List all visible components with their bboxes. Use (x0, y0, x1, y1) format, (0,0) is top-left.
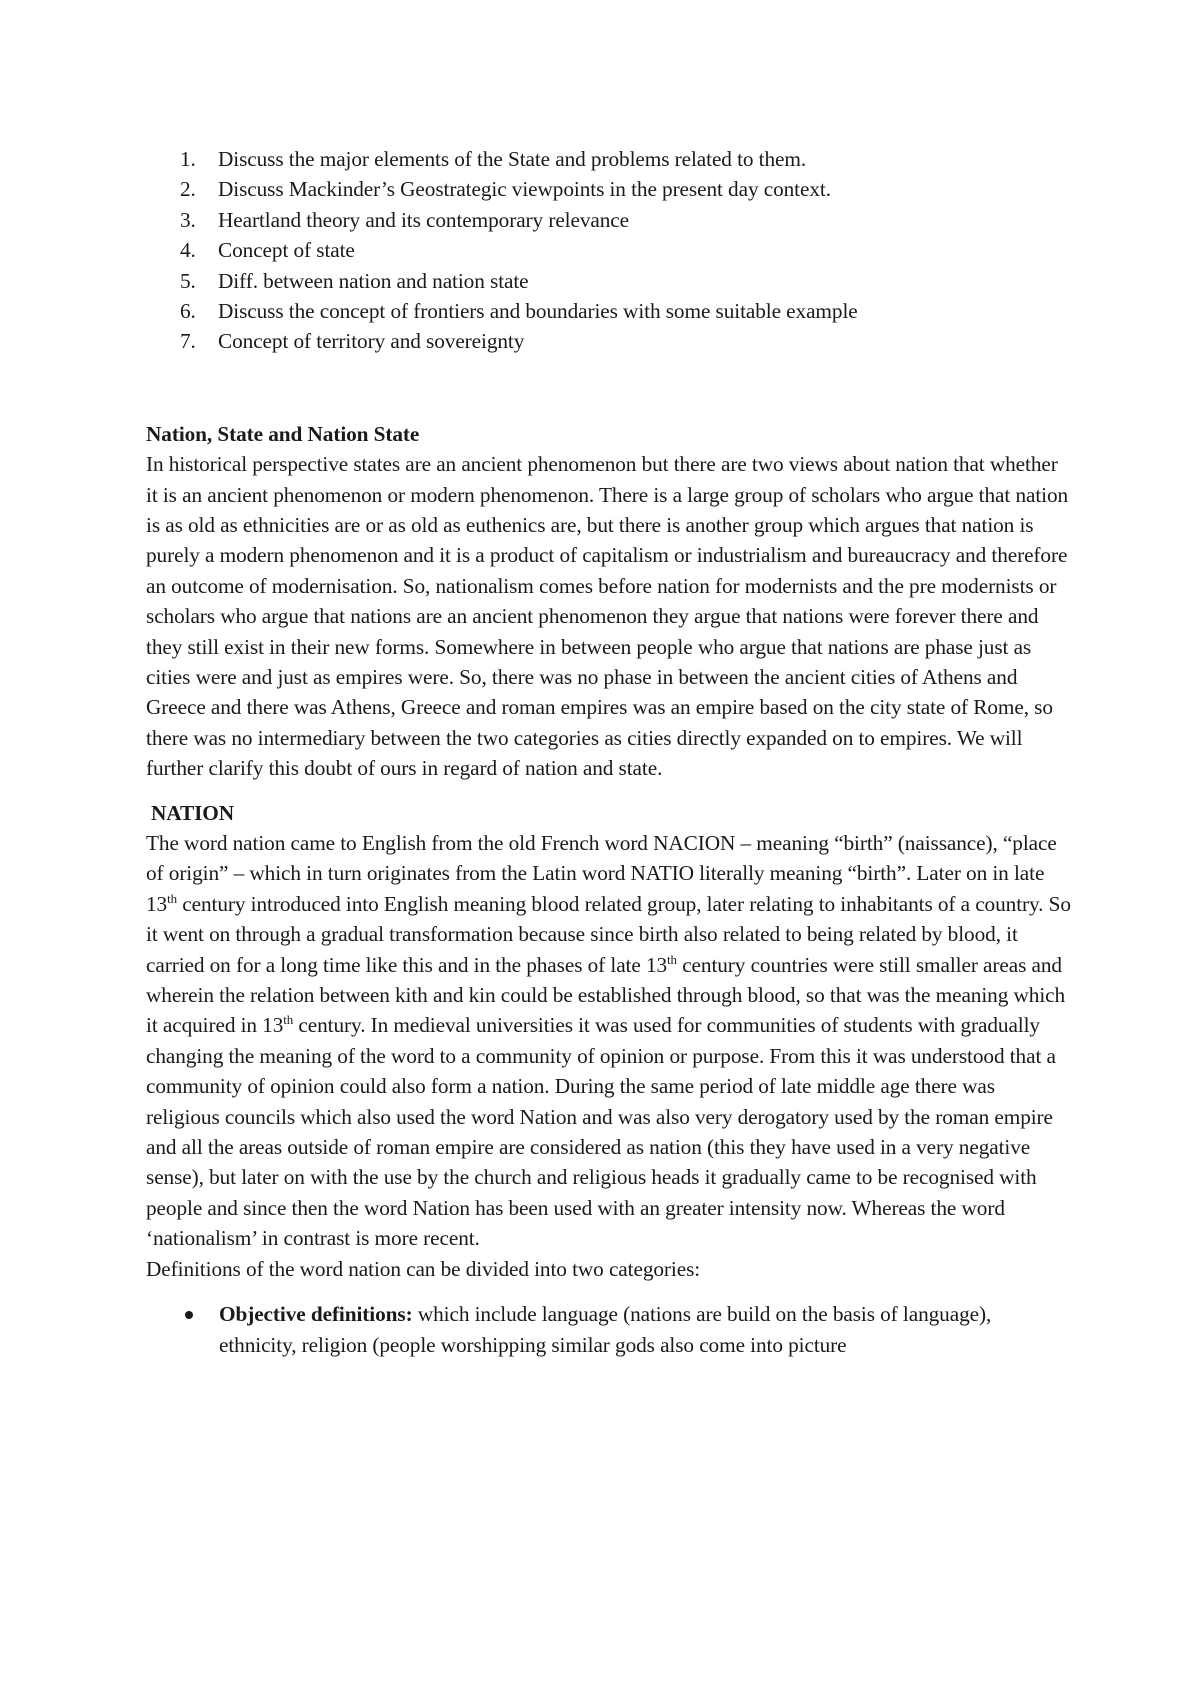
list-item-number: 4. (180, 238, 196, 263)
superscript: th (167, 890, 178, 906)
paragraph-text: century introduced into English meaning blood related group, later relating to inhabitants of a country. So it went on through a gradual transformation because since birth also related to being related by blood, it carried on for a long time like this and in the phases of late 13 (146, 891, 1071, 977)
list-item (146, 326, 1071, 356)
nation-etymology-paragraph (146, 828, 1071, 1254)
definitions-list (146, 1299, 1071, 1360)
list-item-number: 5. (180, 268, 196, 293)
section-heading-nation-state: Nation, State and Nation State (146, 421, 420, 446)
bullet-icon (185, 1311, 193, 1319)
definitions-intro: Definitions of the word nation can be divided into two categories: (146, 1256, 701, 1281)
list-item-number: 3. (180, 207, 196, 232)
question-list (146, 144, 1071, 357)
list-item (146, 296, 1071, 326)
superscript: th (667, 951, 677, 967)
bullet-text: which include language (nations are build on the basis of language), ethnicity, religion (people worshipping similar gods also come into picture (219, 1302, 992, 1357)
list-item-number: 7. (180, 329, 196, 354)
list-item-number: 1. (180, 147, 196, 171)
list-item (146, 1299, 1071, 1360)
list-item-number: 2. (180, 177, 196, 202)
paragraph-text: The word nation came to English from the old French word NACION – meaning “birth” (naissance), “place of origin” – which in turn originates from the Latin word NATIO literally meaning “birth”. Later on in late 13 (146, 831, 1057, 916)
superscript: th (283, 1012, 294, 1028)
list-item (146, 205, 1071, 235)
list-item (146, 174, 1071, 204)
list-item-text: Discuss the major elements of the State and problems related to them. (218, 147, 807, 171)
paragraph-text: century. In medieval universities it was used for communities of students with gradually changing the meaning of the word to a community of opinion or purpose. From this it was understood that a community of opinion could also form a nation. During the same period of late middle age there was religious councils which also used the word Nation and was also very derogatory used by the roman empire and all the areas outside of roman empire are considered as nation (this they have used in a very negative sense), but later on with the use by the church and religious heads it gradually came to be recognised with people and since then the word Nation has been used with an greater intensity now. Whereas the word ‘nationalism’ in contrast is more recent. (146, 1013, 1056, 1251)
list-item (146, 235, 1071, 265)
list-item-text: Discuss Mackinder’s Geostrategic viewpoints in the present day context. (218, 177, 831, 202)
section-heading-nation: NATION (151, 800, 235, 825)
document-content (146, 144, 1071, 1360)
list-item-number: 6. (180, 298, 196, 323)
paragraph-text: century countries were still smaller areas and wherein the relation between kith and kin could be established through blood, so that was the meaning which it acquired in 13 (146, 952, 1066, 1038)
bullet-label: Objective definitions: (219, 1302, 413, 1327)
list-item (146, 144, 1071, 174)
list-item-text: Diff. between nation and nation state (218, 268, 529, 293)
list-item-text: Concept of state (218, 238, 355, 263)
list-item-text: Concept of territory and sovereignty (218, 329, 525, 354)
historical-perspective-paragraph: In historical perspective states are an ancient phenomenon but there are two views about nation that whether it is an ancient phenomenon or modern phenomenon. There is a large group of scholars who argue that nation is as old as ethnicities are or as old as euthenics are, but there is another group which argues that nation is purely a modern phenomenon and it is a product of capitalism or industrialism and bureaucracy and therefore an outcome of modernisation. So, nationalism comes before nation for modernists and the pre modernists or scholars who argue that nations are an ancient phenomenon they argue that nations were forever there and they still exist in their new forms. Somewhere in between people who argue that nations are phase just as cities were and just as empires were. So, there was no phase in between the ancient cities of Athens and Greece and there was Athens, Greece and roman empires was an empire based on the city state of Rome, so there was no intermediary between the two categories as cities directly expanded on to empires. We will further clarify this doubt of ours in regard of nation and state. (146, 452, 1069, 781)
list-item-text: Heartland theory and its contemporary relevance (218, 207, 629, 232)
list-item (146, 266, 1071, 296)
list-item-text: Discuss the concept of frontiers and boundaries with some suitable example (218, 298, 858, 323)
